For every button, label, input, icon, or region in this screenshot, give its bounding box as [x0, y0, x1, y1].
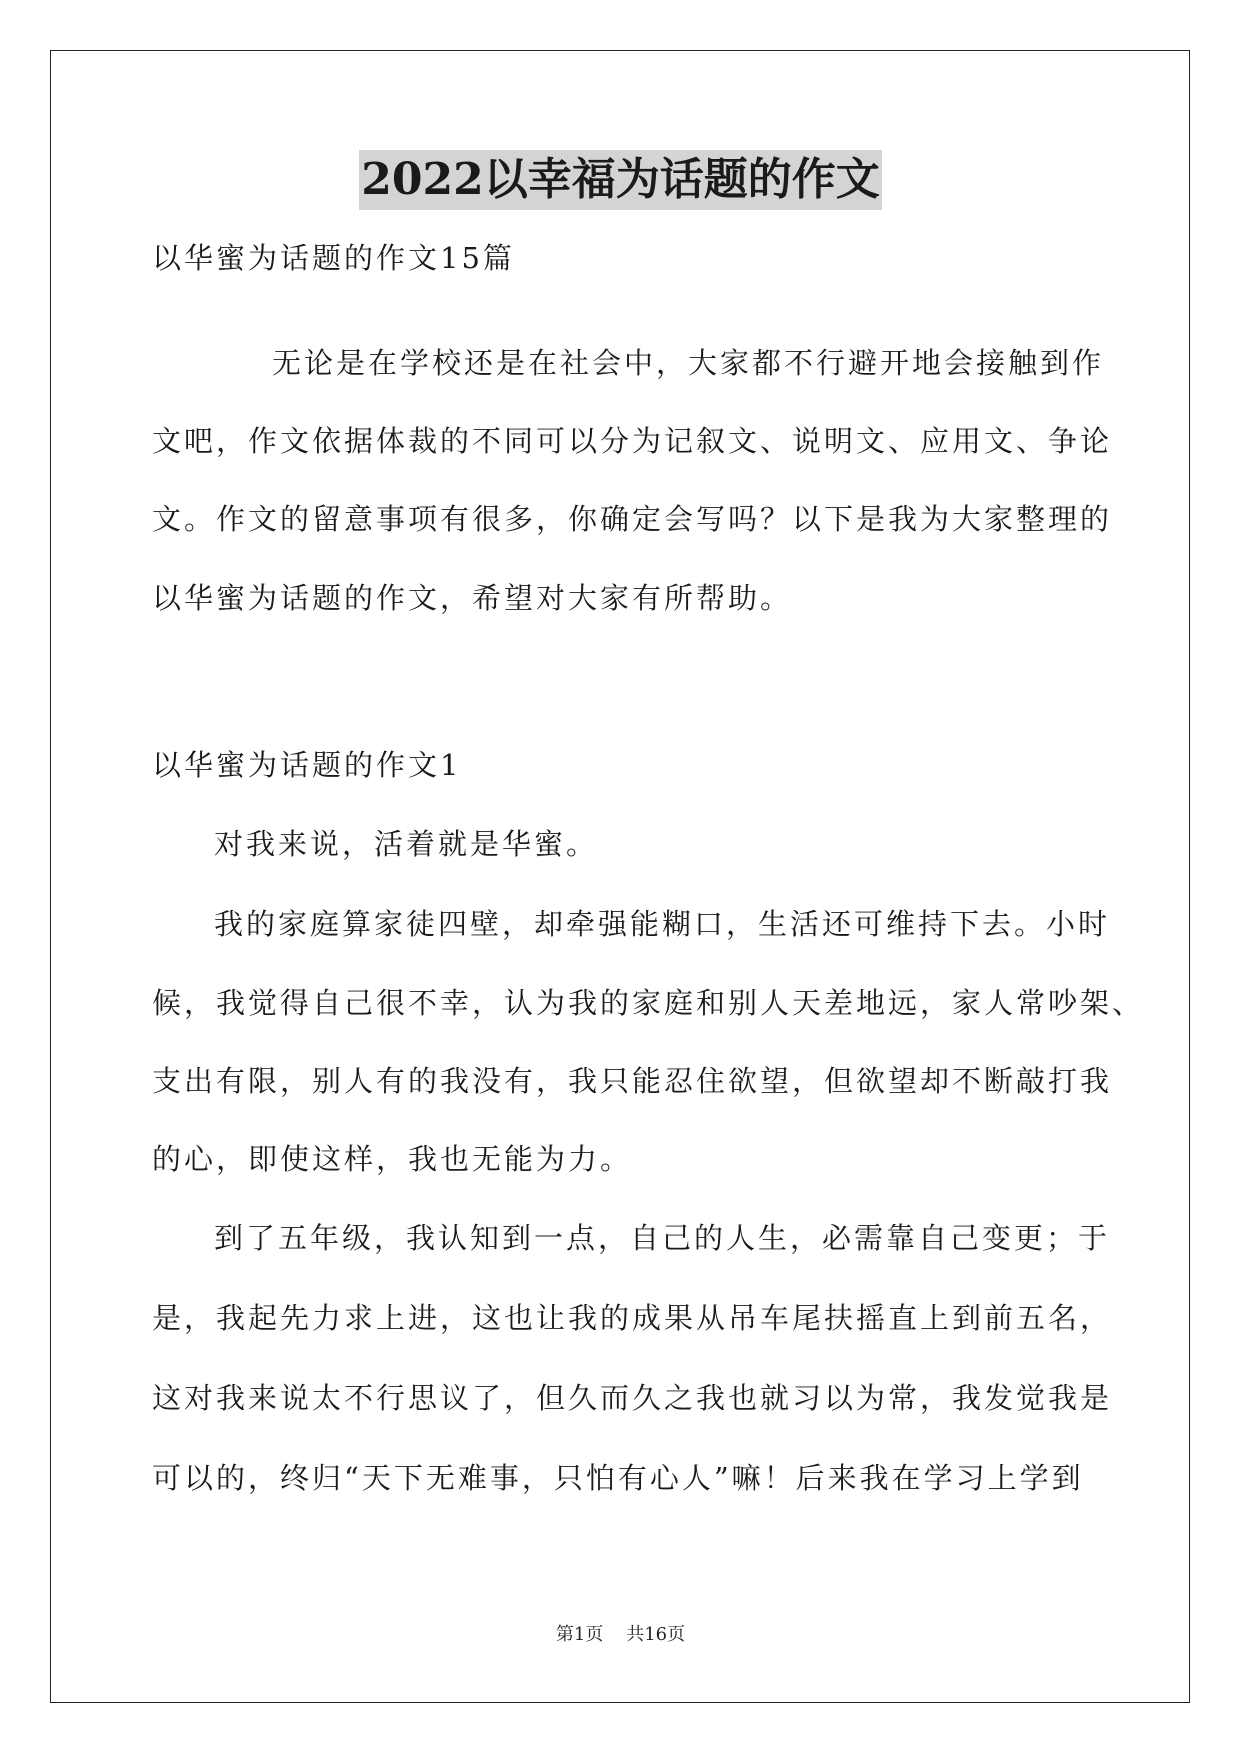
- paragraph-line: 可以的，终归“天下无难事，只怕有心人”嘛！后来我在学习上学到: [152, 1461, 1084, 1495]
- subtitle-line: 以华蜜为话题的作文15篇: [152, 241, 515, 275]
- paragraph-line: 文。作文的留意事项有很多，你确定会写吗？以下是我为大家整理的: [152, 502, 1113, 536]
- paragraph-line: 这对我来说太不行思议了，但久而久之我也就习以为常，我发觉我是: [152, 1381, 1113, 1415]
- section-heading: 以华蜜为话题的作文1: [152, 748, 462, 782]
- page-number: 第1页: [555, 1624, 604, 1645]
- page-border: [50, 50, 1190, 1703]
- document-title: 2022以幸福为话题的作文: [359, 150, 881, 210]
- page-total: 共16页: [626, 1624, 686, 1645]
- page-footer: [0, 1620, 1241, 1646]
- paragraph-line: 对我来说，活着就是华蜜。: [214, 827, 599, 861]
- paragraph-line: 候，我觉得自己很不幸，认为我的家庭和别人天差地远，家人常吵架、: [152, 986, 1145, 1020]
- title-wrap: [0, 150, 1241, 210]
- paragraph-line: 以华蜜为话题的作文，希望对大家有所帮助。: [152, 581, 793, 615]
- paragraph-line: 文吧，作文依据体裁的不同可以分为记叙文、说明文、应用文、争论: [152, 424, 1113, 458]
- paragraph-line: 的心，即使这样，我也无能为力。: [152, 1142, 633, 1176]
- paragraph-line: 我的家庭算家徒四壁，却牵强能糊口，生活还可维持下去。小时: [214, 907, 1111, 941]
- paragraph-line: 无论是在学校还是在社会中，大家都不行避开地会接触到作: [272, 346, 1105, 380]
- paragraph-line: 到了五年级，我认知到一点，自己的人生，必需靠自己变更；于: [214, 1221, 1111, 1255]
- paragraph-line: 是，我起先力求上进，这也让我的成果从吊车尾扶摇直上到前五名，: [152, 1301, 1113, 1335]
- paragraph-line: 支出有限，别人有的我没有，我只能忍住欲望，但欲望却不断敲打我: [152, 1064, 1113, 1098]
